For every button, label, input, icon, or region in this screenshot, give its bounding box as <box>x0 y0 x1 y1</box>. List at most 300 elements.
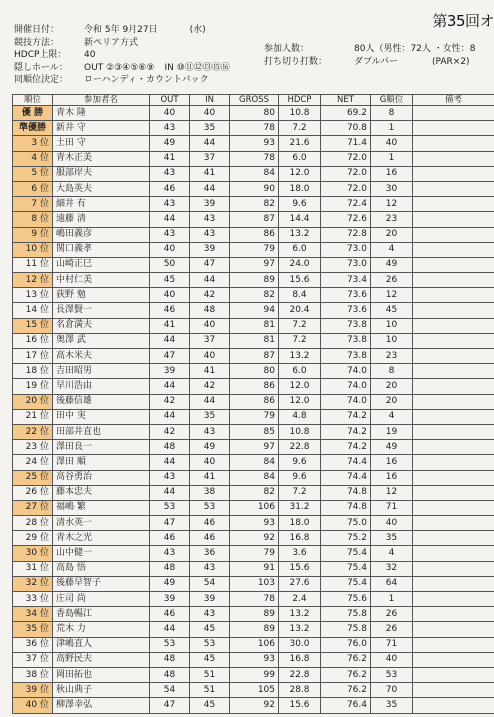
remarks-cell <box>413 242 494 257</box>
out-cell: 40 <box>150 242 190 257</box>
g-rank-cell: 16 <box>371 455 413 470</box>
name-cell: 高島 悟 <box>53 561 150 576</box>
gross-cell: 106 <box>230 637 279 652</box>
hdcp-cell: 7.2 <box>279 121 321 136</box>
hdcp-cell: 9.6 <box>279 470 321 485</box>
out-cell: 44 <box>150 379 190 394</box>
g-rank-cell: 40 <box>371 516 413 531</box>
rank-cell: 19 位 <box>13 379 53 394</box>
hdcp-cell: 20.4 <box>279 303 321 318</box>
remarks-cell <box>413 607 494 622</box>
rank-cell: 25 位 <box>13 470 53 485</box>
hdcp-cell: 31.2 <box>279 500 321 515</box>
net-cell: 75.8 <box>321 607 371 622</box>
table-row <box>13 364 494 379</box>
table-row <box>13 485 494 500</box>
rank-cell: 9 位 <box>13 227 53 242</box>
g-rank-cell: 26 <box>371 273 413 288</box>
table-row <box>13 136 494 151</box>
name-cell: 荻野 勉 <box>53 288 150 303</box>
gross-cell: 87 <box>230 212 279 227</box>
rank-cell: 8 位 <box>13 212 53 227</box>
gross-cell: 93 <box>230 516 279 531</box>
out-cell: 43 <box>150 546 190 561</box>
net-cell: 72.0 <box>321 181 371 196</box>
name-cell: 山崎正巳 <box>53 257 150 272</box>
name-cell: 清水英一 <box>53 516 150 531</box>
in-cell: 46 <box>190 531 230 546</box>
in-cell: 40 <box>190 349 230 364</box>
net-cell: 73.0 <box>321 257 371 272</box>
net-cell: 74.8 <box>321 485 371 500</box>
remarks-cell <box>413 531 494 546</box>
in-cell: 54 <box>190 576 230 591</box>
rank-cell: 31 位 <box>13 561 53 576</box>
g-rank-cell: 1 <box>371 592 413 607</box>
in-cell: 40 <box>190 318 230 333</box>
date-row <box>14 24 206 37</box>
name-cell: 服部岸夫 <box>53 166 150 181</box>
net-cell: 72.4 <box>321 197 371 212</box>
name-cell: 高木米夫 <box>53 349 150 364</box>
g-rank-cell: 26 <box>371 607 413 622</box>
gross-cell: 103 <box>230 576 279 591</box>
hdcp-cell: 15.6 <box>279 698 321 713</box>
name-cell: 柳澤幸弘 <box>53 698 150 713</box>
out-cell: 44 <box>150 333 190 348</box>
table-row <box>13 561 494 576</box>
table-row <box>13 288 494 303</box>
remarks-cell <box>413 667 494 682</box>
g-rank-cell: 49 <box>371 257 413 272</box>
in-cell: 39 <box>190 592 230 607</box>
out-cell: 39 <box>150 592 190 607</box>
g-rank-cell: 35 <box>371 531 413 546</box>
hdcp-value: 40 <box>84 50 96 60</box>
cutoff-row <box>264 56 470 69</box>
hdcp-label: HDCP上限： <box>14 50 67 60</box>
in-cell: 35 <box>190 121 230 136</box>
name-cell: 青木之光 <box>53 531 150 546</box>
out-cell: 44 <box>150 212 190 227</box>
rank-cell: 14 位 <box>13 303 53 318</box>
name-cell: 遠藤 清 <box>53 212 150 227</box>
col-out: OUT <box>150 95 190 106</box>
g-rank-cell: 8 <box>371 364 413 379</box>
rank-cell: 39 位 <box>13 683 53 698</box>
rank-cell: 準優勝 <box>13 121 53 136</box>
remarks-cell <box>413 500 494 515</box>
g-rank-cell: 40 <box>371 652 413 667</box>
net-cell: 74.0 <box>321 364 371 379</box>
table-row <box>13 181 494 196</box>
name-cell: 嶋田義彦 <box>53 227 150 242</box>
table-row <box>13 227 494 242</box>
gross-cell: 82 <box>230 288 279 303</box>
hidden-label: 隠しホール： <box>14 62 68 73</box>
rank-cell: 35 位 <box>13 622 53 637</box>
rank-cell: 5 位 <box>13 166 53 181</box>
name-cell: 早川浩由 <box>53 379 150 394</box>
date-value: 令和 5年 9月27日 <box>84 25 158 35</box>
table-row <box>13 683 494 698</box>
g-rank-cell: 10 <box>371 333 413 348</box>
net-cell: 75.4 <box>321 576 371 591</box>
g-rank-cell: 4 <box>371 409 413 424</box>
hdcp-cell: 7.2 <box>279 333 321 348</box>
g-rank-cell: 1 <box>371 151 413 166</box>
g-rank-cell: 4 <box>371 546 413 561</box>
rank-cell: 26 位 <box>13 485 53 500</box>
net-cell: 71.4 <box>321 136 371 151</box>
rank-cell: 17 位 <box>13 349 53 364</box>
gross-cell: 85 <box>230 424 279 439</box>
out-cell: 43 <box>150 166 190 181</box>
out-cell: 44 <box>150 622 190 637</box>
name-cell: 荒木 力 <box>53 622 150 637</box>
in-cell: 51 <box>190 667 230 682</box>
rank-cell: 12 位 <box>13 273 53 288</box>
net-cell: 72.6 <box>321 212 371 227</box>
remarks-cell <box>413 273 494 288</box>
table-row <box>13 440 494 455</box>
net-cell: 76.2 <box>321 683 371 698</box>
net-cell: 73.8 <box>321 333 371 348</box>
out-cell: 49 <box>150 576 190 591</box>
out-cell: 48 <box>150 652 190 667</box>
table-row <box>13 652 494 667</box>
table-row <box>13 637 494 652</box>
gross-cell: 79 <box>230 242 279 257</box>
in-cell: 43 <box>190 424 230 439</box>
table-row <box>13 546 494 561</box>
rank-cell: 3 位 <box>13 136 53 151</box>
in-cell: 37 <box>190 151 230 166</box>
g-rank-cell: 26 <box>371 622 413 637</box>
g-rank-cell: 16 <box>371 470 413 485</box>
in-cell: 39 <box>190 197 230 212</box>
in-cell: 35 <box>190 409 230 424</box>
table-row <box>13 698 494 713</box>
g-rank-cell: 8 <box>371 106 413 121</box>
remarks-cell <box>413 197 494 212</box>
gross-cell: 105 <box>230 683 279 698</box>
g-rank-cell: 4 <box>371 242 413 257</box>
gross-cell: 81 <box>230 333 279 348</box>
hdcp-cell: 28.8 <box>279 683 321 698</box>
col-net: NET <box>321 95 371 106</box>
remarks-cell <box>413 151 494 166</box>
remarks-cell <box>413 622 494 637</box>
remarks-cell <box>413 212 494 227</box>
remarks-cell <box>413 683 494 698</box>
name-cell: 山中健一 <box>53 546 150 561</box>
net-cell: 72.0 <box>321 166 371 181</box>
g-rank-cell: 70 <box>371 683 413 698</box>
net-cell: 75.0 <box>321 516 371 531</box>
gross-cell: 86 <box>230 379 279 394</box>
out-cell: 48 <box>150 440 190 455</box>
name-cell: 大島英夫 <box>53 181 150 196</box>
col-gross: GROSS <box>230 95 279 106</box>
net-cell: 73.8 <box>321 349 371 364</box>
hdcp-cell: 13.2 <box>279 607 321 622</box>
gross-cell: 97 <box>230 440 279 455</box>
table-row <box>13 409 494 424</box>
results-body <box>13 106 494 714</box>
g-rank-cell: 12 <box>371 288 413 303</box>
net-cell: 75.6 <box>321 592 371 607</box>
out-cell: 48 <box>150 561 190 576</box>
table-row <box>13 455 494 470</box>
hdcp-cell: 16.8 <box>279 652 321 667</box>
table-row <box>13 121 494 136</box>
out-cell: 53 <box>150 500 190 515</box>
out-cell: 46 <box>150 303 190 318</box>
out-cell: 43 <box>150 121 190 136</box>
g-rank-cell: 23 <box>371 349 413 364</box>
table-row <box>13 622 494 637</box>
table-row <box>13 531 494 546</box>
in-cell: 53 <box>190 637 230 652</box>
weekday: (水) <box>189 25 206 35</box>
hdcp-cell: 15.6 <box>279 273 321 288</box>
gross-cell: 93 <box>230 652 279 667</box>
hdcp-cell: 2.4 <box>279 592 321 607</box>
name-cell: 澤田良一 <box>53 440 150 455</box>
g-rank-cell: 64 <box>371 576 413 591</box>
in-cell: 42 <box>190 288 230 303</box>
g-rank-cell: 12 <box>371 485 413 500</box>
table-row <box>13 273 494 288</box>
out-cell: 46 <box>150 531 190 546</box>
hdcp-cell: 10.8 <box>279 424 321 439</box>
hidden-holes-row <box>14 62 230 75</box>
out-cell: 53 <box>150 637 190 652</box>
hdcp-cell: 18.0 <box>279 181 321 196</box>
gross-cell: 78 <box>230 121 279 136</box>
hdcp-cell: 7.2 <box>279 318 321 333</box>
out-cell: 42 <box>150 394 190 409</box>
in-cell: 44 <box>190 273 230 288</box>
g-rank-cell: 32 <box>371 561 413 576</box>
table-row <box>13 394 494 409</box>
net-cell: 74.2 <box>321 424 371 439</box>
out-cell: 41 <box>150 318 190 333</box>
gross-cell: 89 <box>230 607 279 622</box>
remarks-cell <box>413 349 494 364</box>
net-cell: 69.2 <box>321 106 371 121</box>
net-cell: 75.4 <box>321 546 371 561</box>
hdcp-cell: 14.4 <box>279 212 321 227</box>
rank-cell: 28 位 <box>13 516 53 531</box>
net-cell: 75.8 <box>321 622 371 637</box>
in-cell: 48 <box>190 303 230 318</box>
out-cell: 43 <box>150 470 190 485</box>
name-cell: 福嶋 繁 <box>53 500 150 515</box>
name-cell: 後藤早智子 <box>53 576 150 591</box>
participants-label: 参加人数： <box>264 44 310 54</box>
remarks-cell <box>413 166 494 181</box>
g-rank-cell: 20 <box>371 227 413 242</box>
remarks-cell <box>413 637 494 652</box>
remarks-cell <box>413 181 494 196</box>
hdcp-cell: 12.0 <box>279 166 321 181</box>
table-row <box>13 257 494 272</box>
net-cell: 73.8 <box>321 318 371 333</box>
net-cell: 74.2 <box>321 440 371 455</box>
gross-cell: 84 <box>230 455 279 470</box>
name-cell: 秋山典子 <box>53 683 150 698</box>
in-cell: 43 <box>190 227 230 242</box>
rank-cell: 7 位 <box>13 197 53 212</box>
gross-cell: 97 <box>230 257 279 272</box>
out-cell: 39 <box>150 364 190 379</box>
in-cell: 43 <box>190 607 230 622</box>
gross-cell: 84 <box>230 470 279 485</box>
gross-cell: 92 <box>230 531 279 546</box>
name-cell: 土田 守 <box>53 136 150 151</box>
gross-cell: 89 <box>230 273 279 288</box>
in-cell: 38 <box>190 485 230 500</box>
hdcp-cell: 4.8 <box>279 409 321 424</box>
out-cell: 45 <box>150 273 190 288</box>
participants-value: 80人（男性：72人 ・女性：8 <box>354 44 476 54</box>
hidden-out: OUT ②③④⑤⑥⑨ <box>84 62 155 73</box>
rank-cell: 40 位 <box>13 698 53 713</box>
net-cell: 73.0 <box>321 242 371 257</box>
name-cell: 中村仁美 <box>53 273 150 288</box>
g-rank-cell: 53 <box>371 667 413 682</box>
remarks-cell <box>413 121 494 136</box>
out-cell: 43 <box>150 197 190 212</box>
hdcp-cell: 3.6 <box>279 546 321 561</box>
name-cell: 奥澤 武 <box>53 333 150 348</box>
g-rank-cell: 19 <box>371 424 413 439</box>
out-cell: 48 <box>150 667 190 682</box>
rank-cell: 29 位 <box>13 531 53 546</box>
table-row <box>13 106 494 121</box>
rank-cell: 37 位 <box>13 652 53 667</box>
table-row <box>13 349 494 364</box>
remarks-cell <box>413 546 494 561</box>
table-row <box>13 166 494 181</box>
rank-cell: 15 位 <box>13 318 53 333</box>
net-cell: 72.0 <box>321 151 371 166</box>
results-table <box>12 94 494 714</box>
remarks-cell <box>413 440 494 455</box>
name-cell: 細井 有 <box>53 197 150 212</box>
gross-cell: 80 <box>230 364 279 379</box>
out-cell: 43 <box>150 227 190 242</box>
in-cell: 49 <box>190 440 230 455</box>
col-hdcp: HDCP <box>279 95 321 106</box>
remarks-cell <box>413 470 494 485</box>
in-cell: 42 <box>190 379 230 394</box>
g-rank-cell: 16 <box>371 166 413 181</box>
hdcp-cell: 13.2 <box>279 227 321 242</box>
in-cell: 51 <box>190 683 230 698</box>
hdcp-cell: 9.6 <box>279 197 321 212</box>
in-cell: 44 <box>190 394 230 409</box>
rank-cell: 16 位 <box>13 333 53 348</box>
table-row <box>13 607 494 622</box>
in-cell: 45 <box>190 622 230 637</box>
g-rank-cell: 20 <box>371 379 413 394</box>
g-rank-cell: 71 <box>371 500 413 515</box>
cutoff-value: ダブルパー <box>354 56 399 67</box>
col-g-rank: G順位 <box>371 95 413 106</box>
out-cell: 42 <box>150 424 190 439</box>
net-cell: 74.2 <box>321 409 371 424</box>
rank-cell: 20 位 <box>13 394 53 409</box>
rank-cell: 22 位 <box>13 424 53 439</box>
name-cell: 青木 隆 <box>53 106 150 121</box>
name-cell: 田部井直也 <box>53 424 150 439</box>
gross-cell: 79 <box>230 409 279 424</box>
gross-cell: 80 <box>230 106 279 121</box>
rank-cell: 23 位 <box>13 440 53 455</box>
name-cell: 田中 実 <box>53 409 150 424</box>
in-cell: 46 <box>190 516 230 531</box>
in-cell: 37 <box>190 333 230 348</box>
rank-cell: 38 位 <box>13 667 53 682</box>
gross-cell: 93 <box>230 136 279 151</box>
name-cell: 庄司 尚 <box>53 592 150 607</box>
remarks-cell <box>413 485 494 500</box>
rank-cell: 32 位 <box>13 576 53 591</box>
table-row <box>13 212 494 227</box>
net-cell: 76.4 <box>321 698 371 713</box>
remarks-cell <box>413 561 494 576</box>
net-cell: 72.8 <box>321 227 371 242</box>
rank-cell: 4 位 <box>13 151 53 166</box>
table-header-row <box>13 95 494 106</box>
participants-row <box>264 43 476 56</box>
remarks-cell <box>413 257 494 272</box>
hdcp-cell: 12.0 <box>279 379 321 394</box>
table-row <box>13 318 494 333</box>
cutoff-label: 打ち切り打数： <box>264 56 328 67</box>
rank-cell: 36 位 <box>13 637 53 652</box>
name-cell: 高野民夫 <box>53 652 150 667</box>
name-cell: 吉田昭男 <box>53 364 150 379</box>
hdcp-cell: 22.8 <box>279 667 321 682</box>
gross-cell: 91 <box>230 561 279 576</box>
net-cell: 75.4 <box>321 561 371 576</box>
table-row <box>13 424 494 439</box>
gross-cell: 78 <box>230 592 279 607</box>
table-row <box>13 470 494 485</box>
name-cell: 新井 守 <box>53 121 150 136</box>
method-value: 新ペリア方式 <box>84 37 139 48</box>
gross-cell: 78 <box>230 151 279 166</box>
g-rank-cell: 1 <box>371 121 413 136</box>
hdcp-cell: 13.2 <box>279 349 321 364</box>
table-row <box>13 379 494 394</box>
in-cell: 36 <box>190 546 230 561</box>
g-rank-cell: 23 <box>371 212 413 227</box>
hidden-in: IN ⑩⑪⑫⑬⑮⑯ <box>164 62 230 73</box>
in-cell: 41 <box>190 166 230 181</box>
hdcp-cell: 22.8 <box>279 440 321 455</box>
table-row <box>13 592 494 607</box>
remarks-cell <box>413 364 494 379</box>
gross-cell: 90 <box>230 181 279 196</box>
out-cell: 47 <box>150 698 190 713</box>
gross-cell: 89 <box>230 622 279 637</box>
out-cell: 41 <box>150 151 190 166</box>
